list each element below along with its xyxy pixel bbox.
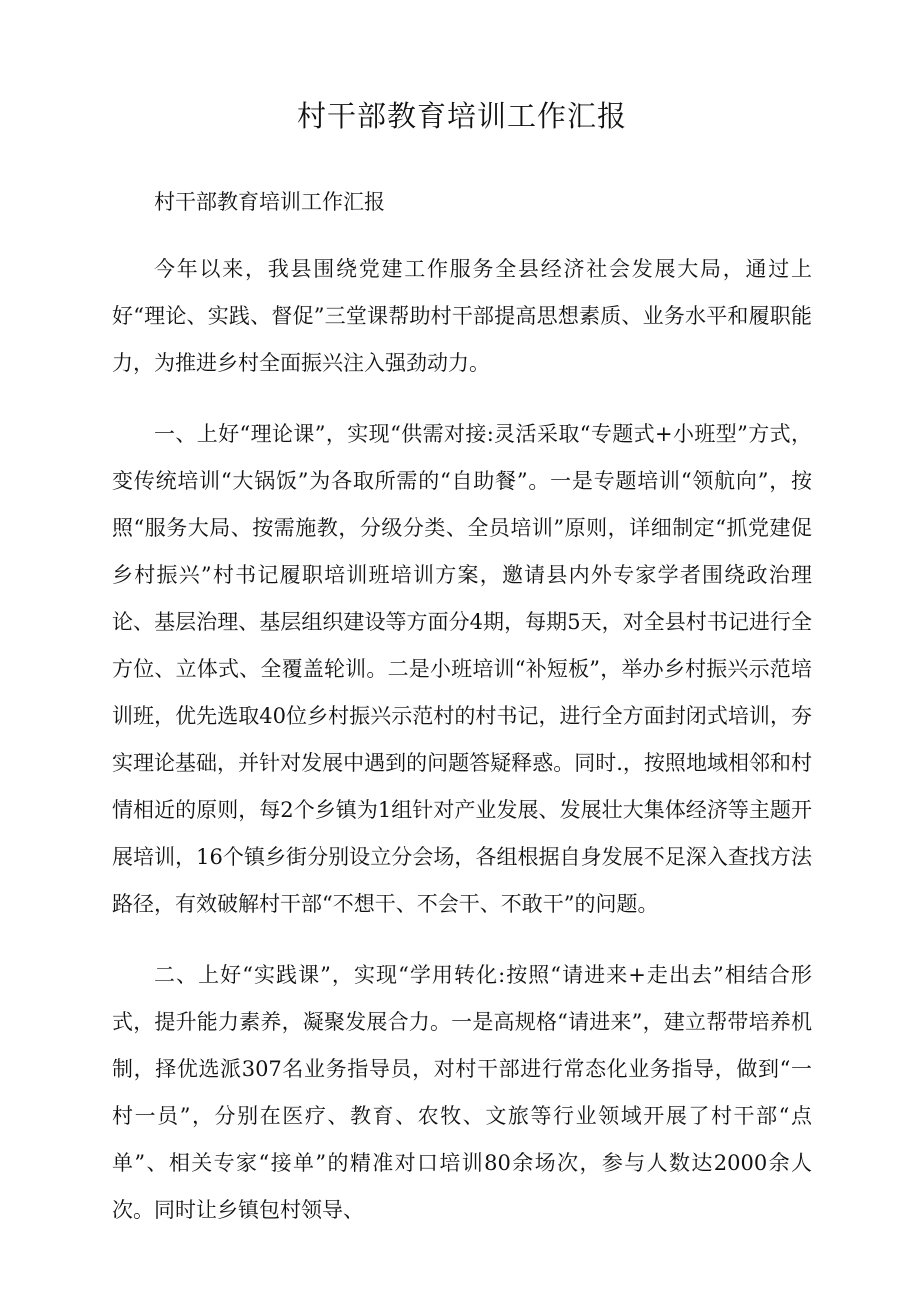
paragraph-intro: 今年以来，我县围绕党建工作服务全县经济社会发展大局，通过上好“理论、实践、督促”三堂课帮助村干部提高思想素质、业务水平和履职能力，为推进乡村全面振兴注入强劲动力。 — [112, 257, 812, 375]
paragraph-practice-class: 二、上好“实践课”，实现“学用转化:按照“请进来+走出去”相结合形式，提升能力素养，凝聚发展合力。一是高规格“请进来”，建立帮带培养机制，择优选派307名业务指导员，对村干部进行常态化业务指导，做到“一村一员”，分别在医疗、教育、农牧、文旅等行业领域开展了村干部“点单”、相关专家“接单”的精准对口培训80余场次，参与人数达2000余人次。同时让乡镇包村领导、 — [112, 963, 812, 1222]
document-title: 村干部教育培训工作汇报 — [296, 99, 627, 133]
document-subtitle: 村干部教育培训工作汇报 — [154, 190, 385, 214]
paragraph-theory-class: 一、上好“理论课”，实现“供需对接:灵活采取“专题式+小班型”方式，变传统培训“大锅饭”为各取所需的“自助餐”。一是专题培训“领航向”，按照“服务大局、按需施教，分级分类、全员培训”原则，详细制定“抓党建促乡村振兴”村书记履职培训班培训方案，邀请县内外专家学者围绕政治理论、基层治理、基层组织建设等方面分4期，每期5天，对全县村书记进行全方位、立体式、全覆盖轮训。二是小班培训“补短板”，举办乡村振兴示范培训班，优先选取40位乡村振兴示范村的村书记，进行全方面封闭式培训，夯实理论基础，并针对发展中遇到的问题答疑释惑。同时.，按照地域相邻和村情相近的原则，每2个乡镇为1组针对产业发展、发展壮大集体经济等主题开展培训，16个镇乡街分别设立分会场，各组根据自身发展不足深入查找方法路径，有效破解村干部“不想干、不会干、不敢干”的问题。 — [112, 422, 812, 916]
